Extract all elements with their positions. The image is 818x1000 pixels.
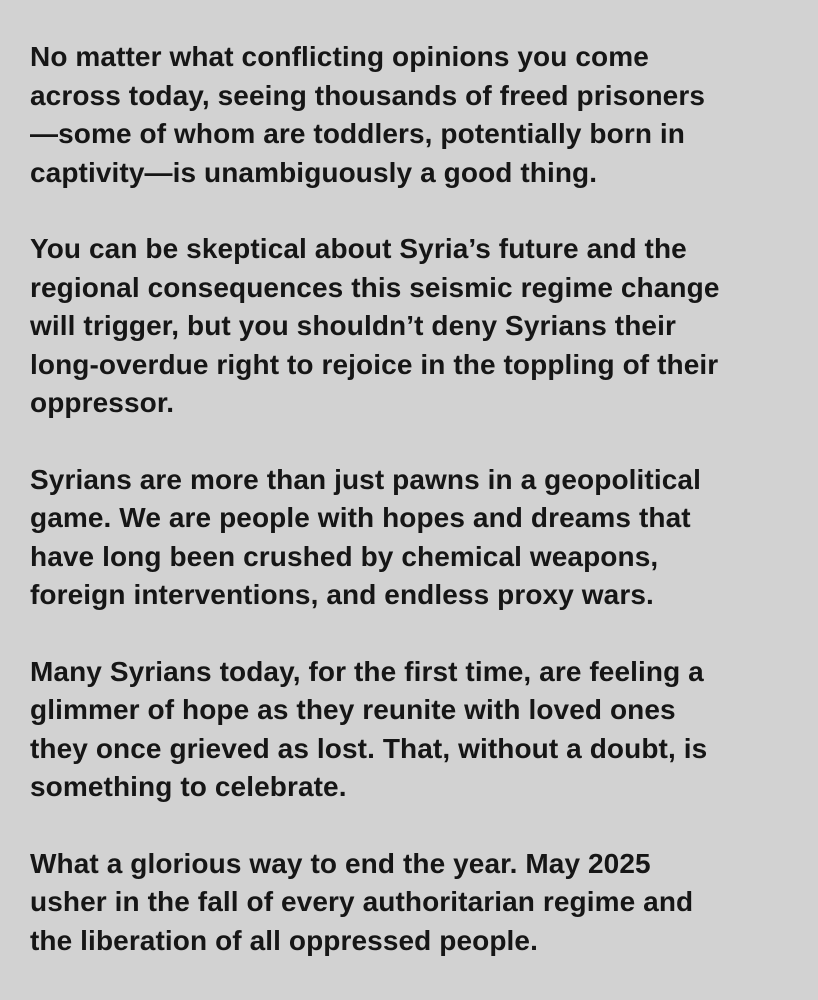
text-line: captivity—is unambiguously a good thing.: [30, 156, 598, 188]
text-line: have long been crushed by chemical weapons,: [30, 540, 659, 572]
text-line: regional consequences this seismic regime change: [30, 271, 720, 303]
paragraph-2: [30, 230, 800, 423]
text-line: across today, seeing thousands of freed prisoners: [30, 79, 705, 111]
paragraph-5: [30, 845, 800, 961]
text-line: —some of whom are toddlers, potentially born in: [30, 118, 685, 149]
text-line: oppressor.: [30, 387, 175, 418]
text-line: the liberation of all oppressed people.: [30, 924, 538, 956]
text-line: Many Syrians today, for the first time, are feeling a: [30, 655, 704, 687]
text-line: usher in the fall of every authoritarian regime and: [30, 886, 694, 917]
paragraph-1: [30, 38, 800, 192]
paragraph-3: [30, 461, 800, 615]
text-line: they once grieved as lost. That, without a doubt, is: [30, 732, 708, 764]
text-line: long-overdue right to rejoice in the toppling of their: [30, 348, 719, 380]
text-line: What a glorious way to end the year. May 2025: [30, 847, 651, 879]
text-line: No matter what conflicting opinions you come: [30, 41, 649, 72]
text-line: will trigger, but you shouldn’t deny Syrians their: [30, 310, 676, 341]
text-line: something to celebrate.: [30, 771, 347, 802]
text-line: Syrians are more than just pawns in a geopolitical: [30, 463, 701, 495]
text-line: glimmer of hope as they reunite with loved ones: [30, 694, 676, 725]
text-line: foreign interventions, and endless proxy wars.: [30, 579, 654, 610]
text-line: You can be skeptical about Syria’s future and the: [30, 233, 687, 264]
text-line: game. We are people with hopes and dreams that: [30, 502, 691, 533]
paragraph-4: [30, 653, 800, 807]
